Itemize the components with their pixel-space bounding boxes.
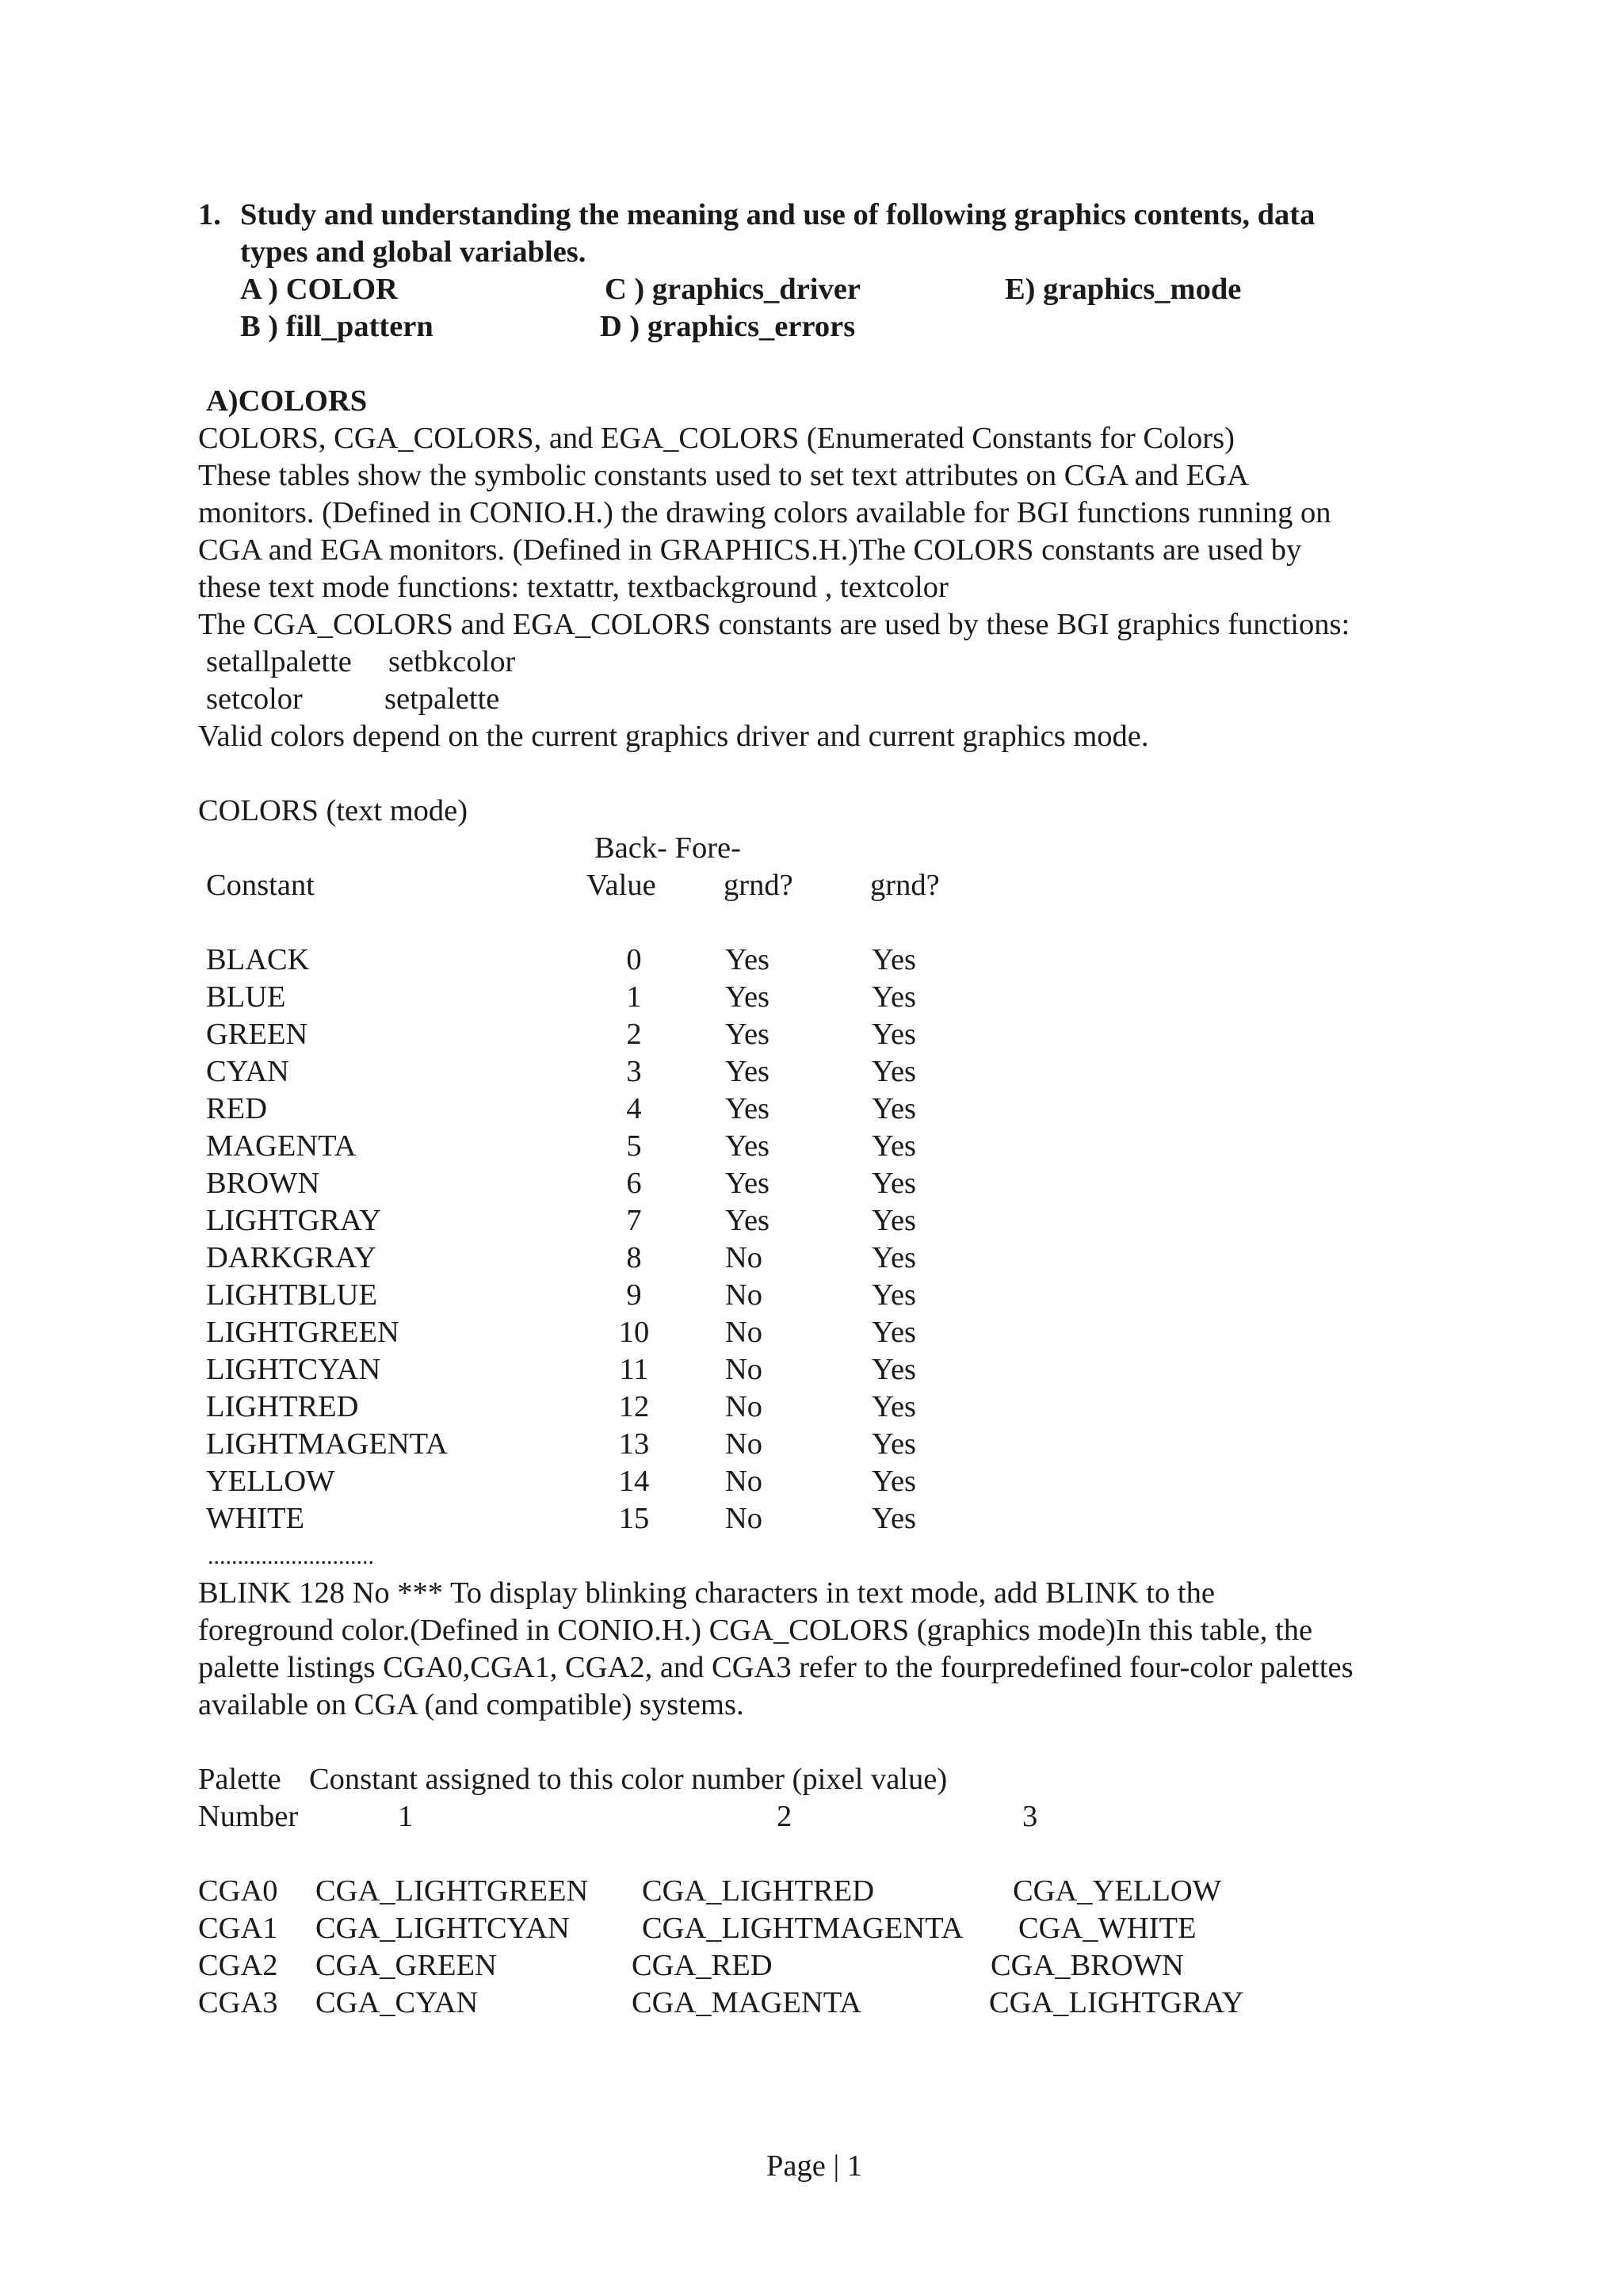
palette-col-3: 3	[1022, 1800, 1038, 1833]
colors-row-fg: Yes	[872, 943, 917, 976]
palette-row-c3: CGA_YELLOW	[1013, 1874, 1222, 1908]
colors-row-bg: Yes	[725, 980, 770, 1014]
colors-row-value: 12	[618, 1390, 650, 1423]
colors-row-name: GREEN	[206, 1018, 308, 1051]
colors-table-caption: COLORS (text mode)	[198, 794, 468, 827]
colors-row-bg: Yes	[725, 1092, 770, 1125]
colors-row-name: LIGHTMAGENTA	[206, 1427, 448, 1461]
colors-row-fg: Yes	[872, 1055, 917, 1088]
colors-row-fg: Yes	[872, 1018, 917, 1051]
colors-row-fg: Yes	[872, 1241, 917, 1274]
colors-row-name: BLUE	[206, 980, 286, 1014]
intro-line-6: The CGA_COLORS and EGA_COLORS constants are used by these BGI graphics functions:	[198, 608, 1350, 641]
colors-row-value: 6	[626, 1167, 642, 1200]
colors-row-fg: Yes	[872, 1129, 917, 1163]
colors-row-value: 9	[626, 1278, 642, 1312]
palette-header-right: Constant assigned to this color number (pixel value)	[309, 1763, 948, 1796]
colors-row-name: YELLOW	[206, 1465, 335, 1498]
colors-col-foreground: grnd?	[870, 869, 940, 902]
colors-row-value: 8	[626, 1241, 642, 1274]
intro-line-5: these text mode functions: textattr, textbackground , textcolor	[198, 571, 949, 604]
colors-row-fg: Yes	[872, 1427, 917, 1461]
colors-row-fg: Yes	[872, 1465, 917, 1498]
option-c: C ) graphics_driver	[605, 273, 861, 306]
colors-row-value: 13	[618, 1427, 650, 1461]
function-setallpalette: setallpalette	[206, 645, 352, 678]
function-setpalette: setpalette	[384, 682, 500, 716]
colors-row-bg: No	[725, 1353, 763, 1386]
blink-line-1: BLINK 128 No *** To display blinking characters in text mode, add BLINK to the	[198, 1576, 1215, 1610]
colors-col-constant: Constant	[206, 869, 315, 902]
colors-row-value: 3	[626, 1055, 642, 1088]
colors-row-bg: No	[725, 1502, 763, 1535]
colors-row-fg: Yes	[872, 1092, 917, 1125]
colors-row-value: 1	[626, 980, 642, 1014]
option-e: E) graphics_mode	[1005, 273, 1242, 306]
colors-row-bg: No	[725, 1390, 763, 1423]
intro-line-3: monitors. (Defined in CONIO.H.) the drawing colors available for BGI functions running on	[198, 496, 1331, 529]
colors-row-name: LIGHTBLUE	[206, 1278, 377, 1312]
palette-number-label: Number	[198, 1800, 299, 1833]
option-d: D ) graphics_errors	[600, 310, 856, 343]
colors-row-name: BROWN	[206, 1167, 320, 1200]
palette-row-palette: CGA2	[198, 1949, 278, 1982]
colors-row-name: CYAN	[206, 1055, 289, 1088]
blink-line-3: palette listings CGA0,CGA1, CGA2, and CGA3 refer to the fourpredefined four-color palettes	[198, 1651, 1354, 1684]
palette-header-left: Palette	[198, 1763, 281, 1796]
colors-row-name: WHITE	[206, 1502, 304, 1535]
intro-line-4: CGA and EGA monitors. (Defined in GRAPHICS.H.)The COLORS constants are used by	[198, 533, 1302, 567]
colors-row-fg: Yes	[872, 1167, 917, 1200]
palette-row-c3: CGA_WHITE	[1018, 1912, 1197, 1945]
colors-row-value: 0	[626, 943, 642, 976]
colors-row-fg: Yes	[872, 1502, 917, 1535]
colors-row-fg: Yes	[872, 1316, 917, 1349]
colors-row-value: 14	[618, 1465, 650, 1498]
colors-row-value: 4	[626, 1092, 642, 1125]
colors-row-name: BLACK	[206, 943, 310, 976]
palette-row-c2: CGA_MAGENTA	[632, 1986, 861, 2019]
palette-row-c2: CGA_RED	[632, 1949, 773, 1982]
palette-row-c1: CGA_GREEN	[315, 1949, 497, 1982]
colors-row-bg: Yes	[725, 1204, 770, 1237]
palette-col-1: 1	[398, 1800, 414, 1833]
colors-row-bg: Yes	[725, 1018, 770, 1051]
function-setbkcolor: setbkcolor	[388, 645, 516, 678]
colors-row-bg: Yes	[725, 1167, 770, 1200]
table-ellipsis: ............................	[208, 1543, 374, 1569]
palette-row-c1: CGA_LIGHTCYAN	[315, 1912, 570, 1945]
blink-line-2: foreground color.(Defined in CONIO.H.) CGA_COLORS (graphics mode)In this table, the	[198, 1614, 1313, 1647]
colors-table-header-top: Back- Fore-	[594, 831, 741, 865]
colors-row-bg: No	[725, 1241, 763, 1274]
colors-row-name: RED	[206, 1092, 267, 1125]
page-footer: Page | 1	[766, 2149, 863, 2183]
colors-row-value: 7	[626, 1204, 642, 1237]
colors-row-value: 2	[626, 1018, 642, 1051]
colors-row-fg: Yes	[872, 1353, 917, 1386]
colors-row-bg: No	[725, 1278, 763, 1312]
colors-col-value: Value	[586, 869, 656, 902]
colors-row-bg: Yes	[725, 943, 770, 976]
colors-row-bg: No	[725, 1316, 763, 1349]
palette-row-c1: CGA_CYAN	[315, 1986, 479, 2019]
colors-row-name: LIGHTCYAN	[206, 1353, 381, 1386]
palette-row-c2: CGA_LIGHTMAGENTA	[642, 1912, 964, 1945]
question-number: 1.	[198, 198, 221, 231]
question-line-1: Study and understanding the meaning and use of following graphics contents, data	[240, 198, 1316, 231]
intro-line-2: These tables show the symbolic constants used to set text attributes on CGA and EGA	[198, 459, 1249, 492]
colors-row-value: 5	[626, 1129, 642, 1163]
intro-line-7: Valid colors depend on the current graphics driver and current graphics mode.	[198, 720, 1149, 753]
palette-row-c2: CGA_LIGHTRED	[642, 1874, 874, 1908]
function-setcolor: setcolor	[206, 682, 303, 716]
colors-row-fg: Yes	[872, 1204, 917, 1237]
palette-row-c3: CGA_LIGHTGRAY	[989, 1986, 1244, 2019]
colors-row-bg: No	[725, 1465, 763, 1498]
palette-row-palette: CGA0	[198, 1874, 278, 1908]
colors-row-value: 15	[618, 1502, 650, 1535]
palette-col-2: 2	[777, 1800, 792, 1833]
colors-row-bg: No	[725, 1427, 763, 1461]
palette-row-palette: CGA3	[198, 1986, 278, 2019]
colors-row-fg: Yes	[872, 1390, 917, 1423]
colors-row-name: LIGHTGREEN	[206, 1316, 399, 1349]
colors-row-name: DARKGRAY	[206, 1241, 376, 1274]
colors-col-background: grnd?	[724, 869, 793, 902]
palette-row-c1: CGA_LIGHTGREEN	[315, 1874, 589, 1908]
question-line-2: types and global variables.	[240, 235, 586, 269]
colors-row-bg: Yes	[725, 1055, 770, 1088]
option-b: B ) fill_pattern	[240, 310, 433, 343]
colors-row-value: 10	[618, 1316, 650, 1349]
colors-row-name: MAGENTA	[206, 1129, 357, 1163]
colors-row-name: LIGHTRED	[206, 1390, 359, 1423]
colors-row-name: LIGHTGRAY	[206, 1204, 382, 1237]
blink-line-4: available on CGA (and compatible) systems.	[198, 1688, 744, 1721]
option-a: A ) COLOR	[240, 273, 398, 306]
colors-row-value: 11	[619, 1353, 649, 1386]
colors-row-fg: Yes	[872, 980, 917, 1014]
section-heading: A)COLORS	[206, 384, 368, 418]
palette-row-palette: CGA1	[198, 1912, 278, 1945]
intro-line-1: COLORS, CGA_COLORS, and EGA_COLORS (Enumerated Constants for Colors)	[198, 422, 1235, 455]
colors-row-fg: Yes	[872, 1278, 917, 1312]
palette-row-c3: CGA_BROWN	[991, 1949, 1184, 1982]
colors-row-bg: Yes	[725, 1129, 770, 1163]
